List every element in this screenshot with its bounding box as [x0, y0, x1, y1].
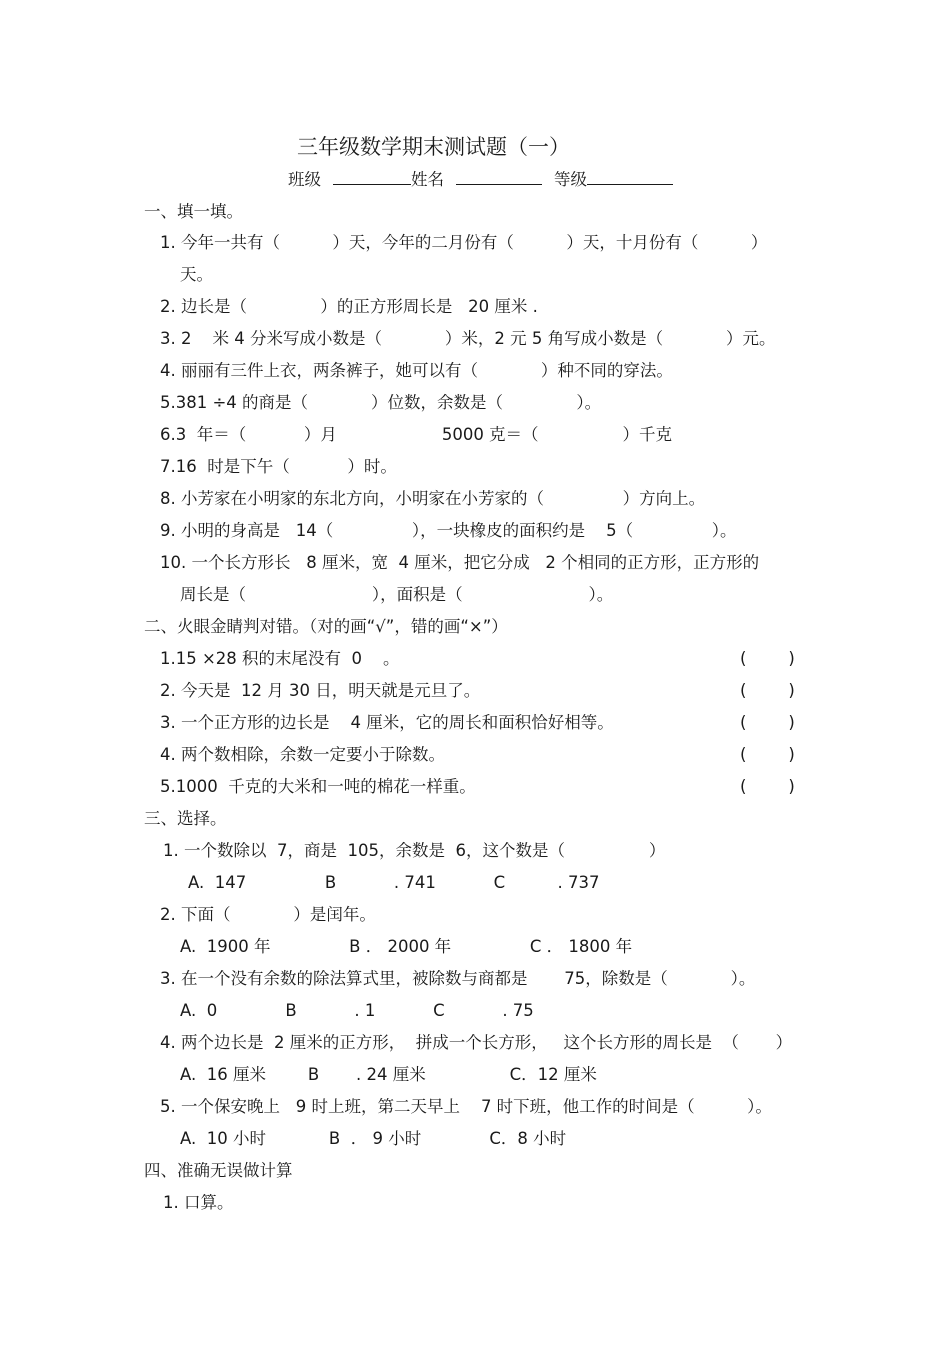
s2-item-2: 2. 今天是 12 月 30 日，明天就是元旦了。 [160, 681, 481, 700]
page-title: 三年级数学期末测试题（一） [297, 135, 570, 159]
s3-q2-options: A. 1900 年 B ． 2000 年 C ． 1800 年 [180, 937, 633, 956]
s2-item-4: 4. 两个数相除，余数一定要小于除数。 [160, 745, 445, 764]
section1-heading: 一、填一填。 [144, 202, 243, 221]
grade-blank[interactable] [587, 169, 673, 185]
s3-q5: 5. 一个保安晚上 9 时上班，第二天早上 7 时下班，他工作的时间是（ ）。 [160, 1097, 772, 1116]
section2-heading: 二、火眼金睛判对错。（对的画“√”，错的画“×”） [144, 617, 508, 636]
s1-q3: 3. 2 米 4 分米写成小数是（ ）米，2 元 5 角写成小数是（ ）元。 [160, 329, 776, 348]
s2-item-5: 5.1000 千克的大米和一吨的棉花一样重。 [160, 777, 476, 796]
s2-item-3: 3. 一个正方形的边长是 4 厘米，它的周长和面积恰好相等。 [160, 713, 614, 732]
s2-answer-paren-2[interactable]: ( ) [740, 681, 795, 700]
s1-q1-line2: 天。 [180, 265, 213, 284]
name-label: 姓名 [411, 170, 444, 189]
class-label: 班级 [288, 170, 321, 189]
s1-q5: 5.381 ÷4 的商是（ ）位数，余数是（ ）。 [160, 393, 602, 412]
s3-q1: 1. 一个数除以 7，商是 105，余数是 6，这个数是（ ） [163, 841, 666, 860]
s3-q3: 3. 在一个没有余数的除法算式里，被除数与商都是 75，除数是（ ）。 [160, 969, 756, 988]
s2-answer-paren-5[interactable]: ( ) [740, 777, 795, 796]
s2-answer-paren-3[interactable]: ( ) [740, 713, 795, 732]
s1-q2: 2. 边长是（ ）的正方形周长是 20 厘米 . [160, 297, 538, 316]
class-blank[interactable] [333, 169, 411, 185]
s4-q1: 1. 口算。 [163, 1193, 234, 1212]
s1-q7: 7.16 时是下午（ ）时。 [160, 457, 397, 476]
s3-q1-options: A. 147 B . 741 C . 737 [188, 873, 600, 892]
grade-label: 等级 [554, 170, 587, 189]
s1-q6: 6.3 年＝（ ）月 5000 克＝（ ）千克 [160, 425, 672, 444]
section4-heading: 四、准确无误做计算 [144, 1161, 293, 1180]
s1-q4: 4. 丽丽有三件上衣，两条裤子，她可以有（ ）种不同的穿法。 [160, 361, 673, 380]
s3-q5-options: A. 10 小时 B ． 9 小时 C．8 小时 [180, 1129, 567, 1148]
s2-item-1: 1.15 ×28 积的末尾没有 0 。 [160, 649, 400, 668]
s1-q8: 8. 小芳家在小明家的东北方向，小明家在小芳家的（ ）方向上。 [160, 489, 706, 508]
s2-answer-paren-4[interactable]: ( ) [740, 745, 795, 764]
header-info-line [288, 169, 673, 191]
s3-q4: 4. 两个边长是 2 厘米的正方形， 拼成一个长方形， 这个长方形的周长是 （ ） [160, 1033, 793, 1052]
s2-answer-paren-1[interactable]: ( ) [740, 649, 795, 668]
name-blank[interactable] [456, 169, 542, 185]
s3-q2: 2. 下面（ ）是闰年。 [160, 905, 376, 924]
s3-q4-options: A. 16 厘米 B . 24 厘米 C．12 厘米 [180, 1065, 597, 1084]
s1-q10-line2: 周长是（ ），面积是（ ）。 [180, 585, 614, 604]
section3-heading: 三、选择。 [144, 809, 227, 828]
s1-q10-line1: 10. 一个长方形长 8 厘米，宽 4 厘米，把它分成 2 个相同的正方形，正方形的 [160, 553, 760, 572]
s3-q3-options: A. 0 B . 1 C . 75 [180, 1001, 534, 1020]
s1-q1-line1: 1. 今年一共有（ ）天，今年的二月份有（ ）天，十月份有（ ） [160, 233, 768, 252]
s1-q9: 9. 小明的身高是 14（ ），一块橡皮的面积约是 5（ ）。 [160, 521, 737, 540]
